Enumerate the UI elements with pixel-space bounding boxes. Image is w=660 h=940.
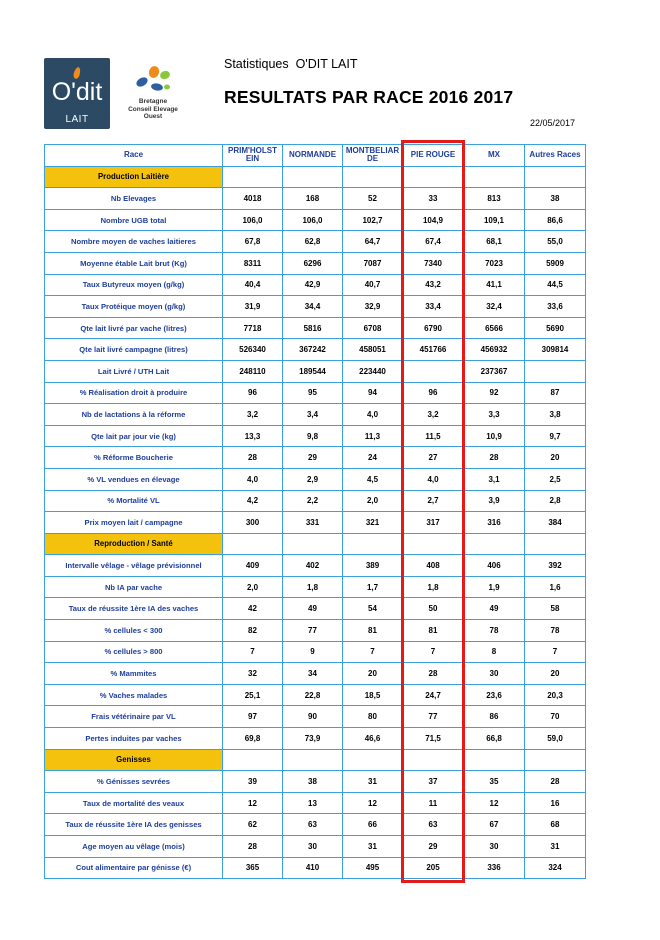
value-cell: 33 (403, 188, 464, 210)
value-cell: 456932 (464, 339, 525, 361)
table-row (45, 598, 586, 620)
row-label: Nombre moyen de vaches laitieres (45, 231, 223, 253)
value-cell: 309814 (525, 339, 586, 361)
section-row (45, 533, 586, 555)
value-cell: 10,9 (464, 425, 525, 447)
value-cell: 5690 (525, 317, 586, 339)
value-cell: 2,0 (223, 576, 283, 598)
value-cell: 29 (403, 836, 464, 858)
value-cell: 6790 (403, 317, 464, 339)
value-cell: 27 (403, 447, 464, 469)
value-cell: 78 (525, 620, 586, 642)
table-row (45, 447, 586, 469)
value-cell: 28 (223, 836, 283, 858)
table-row (45, 339, 586, 361)
empty-cell (343, 749, 403, 771)
race-column-header: Race (45, 145, 223, 167)
value-cell: 458051 (343, 339, 403, 361)
value-cell: 30 (283, 836, 343, 858)
bretagne-line3: Ouest (143, 113, 163, 120)
value-cell: 44,5 (525, 274, 586, 296)
value-cell: 9,8 (283, 425, 343, 447)
empty-cell (403, 166, 464, 188)
value-cell: 55,0 (525, 231, 586, 253)
table-row (45, 490, 586, 512)
value-cell: 189544 (283, 360, 343, 382)
value-cell: 49 (283, 598, 343, 620)
value-cell: 18,5 (343, 684, 403, 706)
empty-cell (464, 533, 525, 555)
value-cell: 62,8 (283, 231, 343, 253)
value-cell: 34 (283, 663, 343, 685)
value-cell: 1,8 (283, 576, 343, 598)
value-cell: 410 (283, 857, 343, 879)
value-cell: 43,2 (403, 274, 464, 296)
value-cell: 109,1 (464, 209, 525, 231)
value-cell: 68,1 (464, 231, 525, 253)
empty-cell (403, 749, 464, 771)
value-cell: 38 (283, 771, 343, 793)
value-cell: 1,9 (464, 576, 525, 598)
table-row (45, 188, 586, 210)
value-cell: 106,0 (223, 209, 283, 231)
value-cell: 40,7 (343, 274, 403, 296)
value-cell: 237367 (464, 360, 525, 382)
value-cell: 392 (525, 555, 586, 577)
value-cell: 11 (403, 792, 464, 814)
value-cell: 526340 (223, 339, 283, 361)
value-cell: 248110 (223, 360, 283, 382)
section-label: Genisses (45, 749, 223, 771)
value-cell: 59,0 (525, 728, 586, 750)
row-label: Nb de lactations à la réforme (45, 404, 223, 426)
value-cell: 2,2 (283, 490, 343, 512)
row-label: % Mammites (45, 663, 223, 685)
value-cell: 4,0 (343, 404, 403, 426)
value-cell: 223440 (343, 360, 403, 382)
table-row (45, 728, 586, 750)
row-label: Qte lait par jour vie (kg) (45, 425, 223, 447)
value-cell: 3,2 (223, 404, 283, 426)
value-cell: 102,7 (343, 209, 403, 231)
table-row (45, 857, 586, 879)
value-cell: 495 (343, 857, 403, 879)
value-cell: 9,7 (525, 425, 586, 447)
row-label: Qte lait livré campagne (litres) (45, 339, 223, 361)
value-cell: 336 (464, 857, 525, 879)
value-cell: 81 (403, 620, 464, 642)
report-date: 22/05/2017 (530, 118, 576, 128)
value-cell: 168 (283, 188, 343, 210)
value-cell: 81 (343, 620, 403, 642)
value-cell: 365 (223, 857, 283, 879)
row-label: Taux de mortalité des veaux (45, 792, 223, 814)
table-row (45, 555, 586, 577)
row-label: Cout alimentaire par génisse (€) (45, 857, 223, 879)
row-label: % Réforme Boucherie (45, 447, 223, 469)
row-label: % Réalisation droit à produire (45, 382, 223, 404)
value-cell: 28 (464, 447, 525, 469)
value-cell: 97 (223, 706, 283, 728)
value-cell: 46,6 (343, 728, 403, 750)
value-cell: 73,9 (283, 728, 343, 750)
value-cell: 69,8 (223, 728, 283, 750)
value-cell: 3,4 (283, 404, 343, 426)
row-label: Lait Livré / UTH Lait (45, 360, 223, 382)
value-cell: 96 (403, 382, 464, 404)
table-header-row (45, 145, 586, 167)
stat-prefix: Statistiques (224, 57, 289, 71)
empty-cell (525, 533, 586, 555)
value-cell: 409 (223, 555, 283, 577)
value-cell: 5816 (283, 317, 343, 339)
value-cell: 96 (223, 382, 283, 404)
value-cell: 34,4 (283, 296, 343, 318)
value-cell: 5909 (525, 252, 586, 274)
value-cell: 22,8 (283, 684, 343, 706)
statistics-heading (224, 57, 357, 71)
value-cell: 6566 (464, 317, 525, 339)
row-label: Pertes induites par vaches (45, 728, 223, 750)
row-label: % cellules > 800 (45, 641, 223, 663)
value-cell: 66,8 (464, 728, 525, 750)
value-cell: 2,7 (403, 490, 464, 512)
value-cell: 35 (464, 771, 525, 793)
value-cell: 3,1 (464, 468, 525, 490)
value-cell: 451766 (403, 339, 464, 361)
table-row (45, 296, 586, 318)
stat-name: O'DIT LAIT (295, 57, 358, 71)
value-cell: 8 (464, 641, 525, 663)
value-cell: 7 (403, 641, 464, 663)
value-cell: 13 (283, 792, 343, 814)
bretagne-line2: Conseil Elevage (128, 105, 178, 113)
value-cell: 317 (403, 512, 464, 534)
value-cell: 95 (283, 382, 343, 404)
section-row (45, 749, 586, 771)
value-cell: 33,6 (525, 296, 586, 318)
table-row (45, 836, 586, 858)
results-table-body (45, 145, 586, 879)
table-row (45, 468, 586, 490)
value-cell: 33,4 (403, 296, 464, 318)
empty-cell (223, 166, 283, 188)
row-label: Moyenne étable Lait brut (Kg) (45, 252, 223, 274)
value-cell: 87 (525, 382, 586, 404)
value-cell: 86,6 (525, 209, 586, 231)
value-cell: 8311 (223, 252, 283, 274)
value-cell: 7718 (223, 317, 283, 339)
value-cell: 7 (525, 641, 586, 663)
table-row (45, 576, 586, 598)
value-cell: 40,4 (223, 274, 283, 296)
row-label: Prix moyen lait / campagne (45, 512, 223, 534)
value-cell: 7023 (464, 252, 525, 274)
value-cell: 71,5 (403, 728, 464, 750)
value-cell: 50 (403, 598, 464, 620)
value-cell: 205 (403, 857, 464, 879)
value-cell: 32,9 (343, 296, 403, 318)
value-cell: 32,4 (464, 296, 525, 318)
value-cell: 52 (343, 188, 403, 210)
value-cell: 54 (343, 598, 403, 620)
value-cell: 16 (525, 792, 586, 814)
bretagne-leaf-icon (134, 62, 172, 96)
column-header-0: PRIM'HOLST EIN (223, 145, 283, 167)
empty-cell (464, 166, 525, 188)
value-cell: 402 (283, 555, 343, 577)
value-cell: 24 (343, 447, 403, 469)
value-cell: 31 (343, 836, 403, 858)
value-cell: 20 (525, 663, 586, 685)
row-label: Taux de réussite 1ère IA des genisses (45, 814, 223, 836)
value-cell: 42,9 (283, 274, 343, 296)
value-cell: 104,9 (403, 209, 464, 231)
table-row (45, 209, 586, 231)
empty-cell (343, 533, 403, 555)
bretagne-text (120, 98, 186, 121)
column-header-1: NORMANDE (283, 145, 343, 167)
value-cell: 25,1 (223, 684, 283, 706)
value-cell: 1,8 (403, 576, 464, 598)
value-cell: 13,3 (223, 425, 283, 447)
value-cell: 12 (464, 792, 525, 814)
value-cell: 31 (343, 771, 403, 793)
value-cell: 4,0 (223, 468, 283, 490)
empty-cell (525, 166, 586, 188)
row-label: Qte lait livré par vache (litres) (45, 317, 223, 339)
results-table (44, 144, 586, 879)
table-row (45, 274, 586, 296)
value-cell: 11,3 (343, 425, 403, 447)
value-cell: 2,5 (525, 468, 586, 490)
empty-cell (283, 749, 343, 771)
value-cell: 29 (283, 447, 343, 469)
value-cell: 28 (403, 663, 464, 685)
value-cell: 316 (464, 512, 525, 534)
value-cell: 11,5 (403, 425, 464, 447)
value-cell: 67,8 (223, 231, 283, 253)
value-cell: 38 (525, 188, 586, 210)
table-row (45, 512, 586, 534)
value-cell: 20 (525, 447, 586, 469)
value-cell: 31 (525, 836, 586, 858)
value-cell: 1,6 (525, 576, 586, 598)
table-row (45, 425, 586, 447)
value-cell: 67 (464, 814, 525, 836)
empty-cell (343, 166, 403, 188)
value-cell: 28 (525, 771, 586, 793)
value-cell: 9 (283, 641, 343, 663)
value-cell: 92 (464, 382, 525, 404)
value-cell: 406 (464, 555, 525, 577)
value-cell: 37 (403, 771, 464, 793)
value-cell: 4,0 (403, 468, 464, 490)
value-cell: 3,9 (464, 490, 525, 512)
empty-cell (464, 749, 525, 771)
column-header-4: MX (464, 145, 525, 167)
value-cell: 49 (464, 598, 525, 620)
table-row (45, 252, 586, 274)
table-row (45, 663, 586, 685)
value-cell: 321 (343, 512, 403, 534)
odit-lait-logo (44, 58, 110, 129)
value-cell: 389 (343, 555, 403, 577)
value-cell: 20,3 (525, 684, 586, 706)
value-cell: 4,5 (343, 468, 403, 490)
value-cell: 30 (464, 663, 525, 685)
table-row (45, 814, 586, 836)
value-cell: 77 (283, 620, 343, 642)
table-row (45, 317, 586, 339)
table-row (45, 792, 586, 814)
row-label: Taux Protéique moyen (g/kg) (45, 296, 223, 318)
value-cell: 324 (525, 857, 586, 879)
value-cell: 30 (464, 836, 525, 858)
row-label: Age moyen au vêlage (mois) (45, 836, 223, 858)
value-cell: 6296 (283, 252, 343, 274)
section-label: Production Laitière (45, 166, 223, 188)
table-row (45, 641, 586, 663)
odit-wordmark: O'dit (51, 78, 103, 106)
page-title: RESULTATS PAR RACE 2016 2017 (224, 87, 514, 107)
table-row (45, 404, 586, 426)
bretagne-line1: Bretagne (138, 98, 168, 105)
value-cell: 58 (525, 598, 586, 620)
value-cell: 7087 (343, 252, 403, 274)
value-cell: 367242 (283, 339, 343, 361)
value-cell (403, 360, 464, 382)
value-cell: 80 (343, 706, 403, 728)
table-row (45, 231, 586, 253)
value-cell: 77 (403, 706, 464, 728)
empty-cell (525, 749, 586, 771)
value-cell: 24,7 (403, 684, 464, 706)
row-label: Taux Butyreux moyen (g/kg) (45, 274, 223, 296)
value-cell: 64,7 (343, 231, 403, 253)
value-cell: 94 (343, 382, 403, 404)
row-label: Frais vétérinaire par VL (45, 706, 223, 728)
empty-cell (283, 533, 343, 555)
value-cell: 7 (223, 641, 283, 663)
row-label: % VL vendues en élevage (45, 468, 223, 490)
value-cell: 63 (403, 814, 464, 836)
value-cell: 1,7 (343, 576, 403, 598)
empty-cell (283, 166, 343, 188)
value-cell: 4018 (223, 188, 283, 210)
value-cell: 20 (343, 663, 403, 685)
column-header-5: Autres Races (525, 145, 586, 167)
row-label: Taux de réussite 1ère IA des vaches (45, 598, 223, 620)
value-cell: 31,9 (223, 296, 283, 318)
value-cell: 3,3 (464, 404, 525, 426)
odit-sub: LAIT (65, 114, 89, 125)
value-cell: 331 (283, 512, 343, 534)
value-cell: 41,1 (464, 274, 525, 296)
value-cell (525, 360, 586, 382)
row-label: % Génisses sevrées (45, 771, 223, 793)
value-cell: 66 (343, 814, 403, 836)
value-cell: 4,2 (223, 490, 283, 512)
row-label: Nb IA par vache (45, 576, 223, 598)
value-cell: 3,8 (525, 404, 586, 426)
row-label: Intervalle vêlage - vêlage prévisionnel (45, 555, 223, 577)
table-row (45, 771, 586, 793)
value-cell: 2,8 (525, 490, 586, 512)
value-cell: 6708 (343, 317, 403, 339)
table-row (45, 684, 586, 706)
value-cell: 300 (223, 512, 283, 534)
row-label: Nombre UGB total (45, 209, 223, 231)
table-row (45, 360, 586, 382)
value-cell: 39 (223, 771, 283, 793)
row-label: % cellules < 300 (45, 620, 223, 642)
value-cell: 23,6 (464, 684, 525, 706)
value-cell: 78 (464, 620, 525, 642)
table-row (45, 620, 586, 642)
value-cell: 62 (223, 814, 283, 836)
column-header-2: MONTBELIAR DE (343, 145, 403, 167)
table-row (45, 706, 586, 728)
value-cell: 2,0 (343, 490, 403, 512)
row-label: % Mortalité VL (45, 490, 223, 512)
row-label: Nb Elevages (45, 188, 223, 210)
value-cell: 384 (525, 512, 586, 534)
empty-cell (223, 533, 283, 555)
value-cell: 86 (464, 706, 525, 728)
value-cell: 12 (223, 792, 283, 814)
value-cell: 90 (283, 706, 343, 728)
value-cell: 28 (223, 447, 283, 469)
bretagne-conseil-elevage-logo (120, 62, 186, 124)
value-cell: 408 (403, 555, 464, 577)
value-cell: 813 (464, 188, 525, 210)
value-cell: 106,0 (283, 209, 343, 231)
value-cell: 12 (343, 792, 403, 814)
section-label: Reproduction / Santé (45, 533, 223, 555)
value-cell: 63 (283, 814, 343, 836)
value-cell: 32 (223, 663, 283, 685)
row-label: % Vaches malades (45, 684, 223, 706)
value-cell: 42 (223, 598, 283, 620)
column-header-3: PIE ROUGE (403, 145, 464, 167)
empty-cell (403, 533, 464, 555)
value-cell: 7340 (403, 252, 464, 274)
value-cell: 3,2 (403, 404, 464, 426)
value-cell: 67,4 (403, 231, 464, 253)
value-cell: 2,9 (283, 468, 343, 490)
value-cell: 7 (343, 641, 403, 663)
value-cell: 68 (525, 814, 586, 836)
value-cell: 70 (525, 706, 586, 728)
value-cell: 82 (223, 620, 283, 642)
empty-cell (223, 749, 283, 771)
table-row (45, 382, 586, 404)
section-row (45, 166, 586, 188)
